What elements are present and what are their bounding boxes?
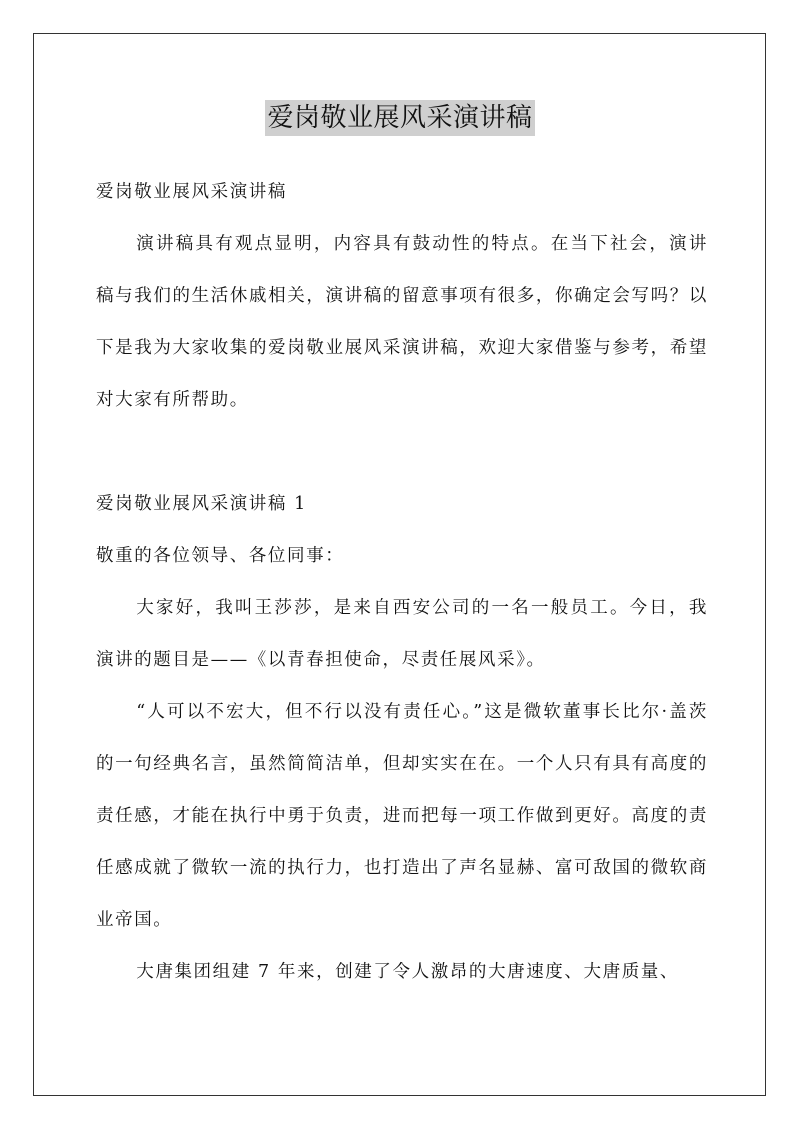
document-body bbox=[96, 166, 708, 998]
document-title: 爱岗敬业展风采演讲稿 bbox=[265, 100, 534, 136]
section-heading: 爱岗敬业展风采演讲稿 1 bbox=[96, 494, 307, 514]
document-subtitle: 爱岗敬业展风采演讲稿 bbox=[96, 182, 287, 202]
body-paragraph: 大唐集团组建 7 年来，创建了令人激昂的大唐速度、大唐质量、 bbox=[136, 962, 680, 982]
salutation: 敬重的各位领导、各位同事： bbox=[96, 546, 345, 566]
blank-line bbox=[96, 426, 708, 478]
title-container bbox=[0, 100, 800, 136]
body-paragraph: 大家好，我叫王莎莎，是来自西安公司的一名一般员工。今日，我演讲的题目是——《以青春担使命，尽责任展风采》。 bbox=[96, 598, 708, 670]
body-paragraph: “人可以不宏大，但不行以没有责任心。”这是微软董事长比尔·盖茨的一句经典名言，虽然简简洁单，但却实实在在。一个人只有具有高度的责任感，才能在执行中勇于负责，进而把每一项工作做到更好。高度的责任感成就了微软一流的执行力，也打造出了声名显赫、富可敌国的微软商业帝国。 bbox=[96, 702, 708, 930]
intro-paragraph: 演讲稿具有观点显明，内容具有鼓动性的特点。在当下社会，演讲稿与我们的生活休戚相关，演讲稿的留意事项有很多，你确定会写吗？以下是我为大家收集的爱岗敬业展风采演讲稿，欢迎大家借鉴与参考，希望对大家有所帮助。 bbox=[96, 234, 708, 410]
